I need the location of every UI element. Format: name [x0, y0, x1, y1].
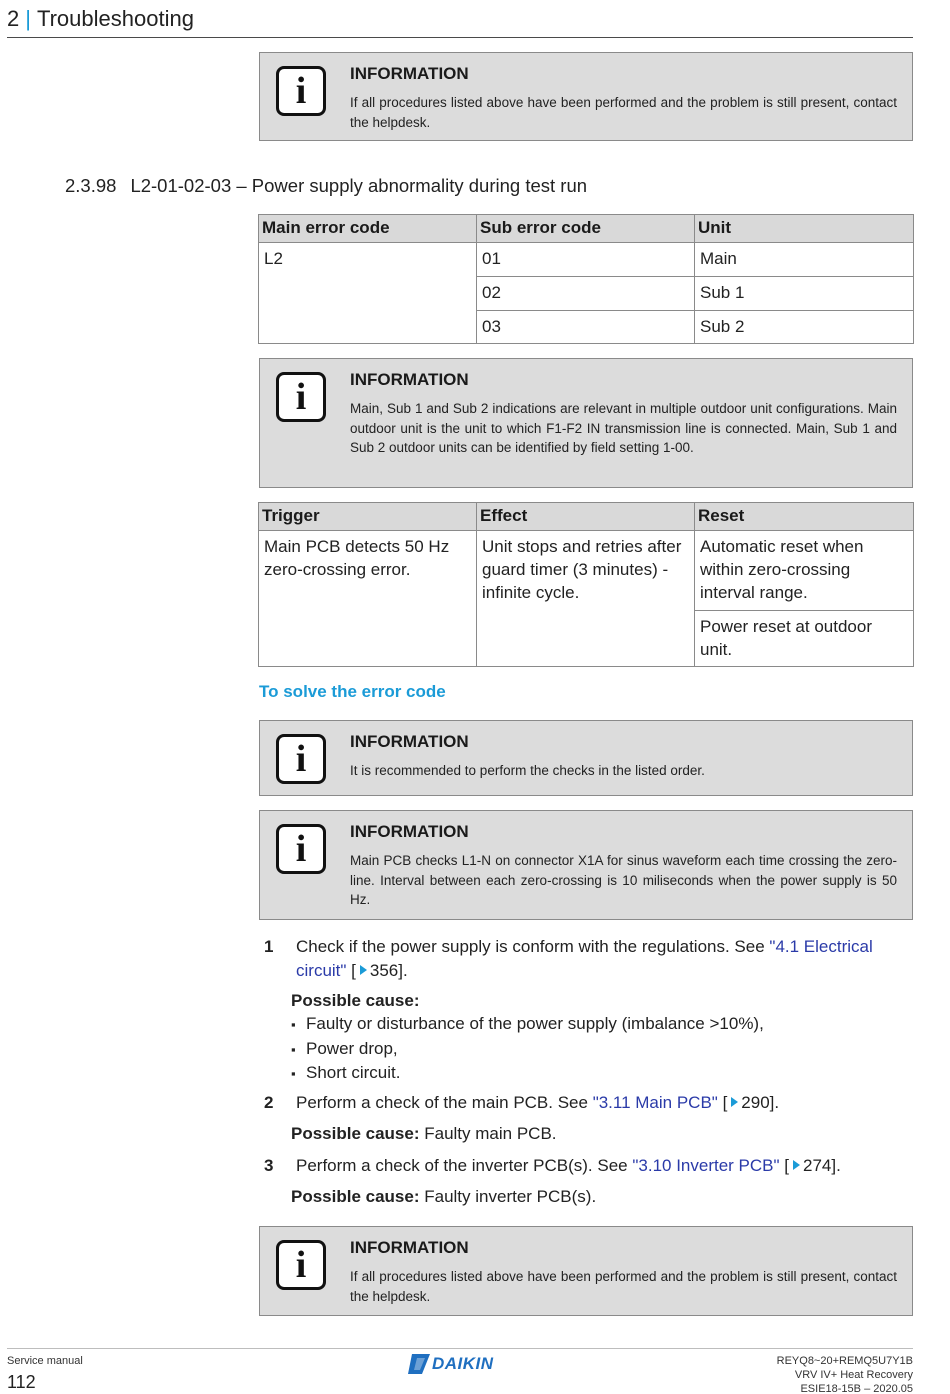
table-header-cell: Main error code	[259, 215, 477, 243]
table-header-cell: Effect	[477, 503, 695, 531]
step-text	[296, 1091, 914, 1115]
sub-error-code-cell: 03	[477, 311, 695, 344]
daikin-logo-icon	[408, 1354, 430, 1374]
info-text: Main PCB checks L1-N on connector X1A for sinus waveform each time crossing the zero-line. Interval between each zero-crossing is 10 miliseconds when the power supply is 50 Hz.	[350, 853, 897, 908]
page-ref-arrow-icon	[731, 1097, 738, 1107]
possible-cause-list	[291, 1012, 764, 1086]
step-number: 3	[264, 1156, 274, 1175]
sub-error-code-cell: 01	[477, 243, 695, 277]
info-box	[259, 52, 913, 141]
unit-cell: Sub 1	[695, 277, 914, 311]
table-header-cell: Unit	[695, 215, 914, 243]
list-item: ▪ Short circuit.	[291, 1061, 764, 1086]
info-text: If all procedures listed above have been performed and the problem is still present, contact the helpdesk.	[350, 1269, 897, 1304]
footer-product: VRV IV+ Heat Recovery	[794, 1369, 913, 1381]
chapter-number: 2	[7, 6, 20, 31]
step-instruction: Perform a check of the inverter PCB(s). See	[296, 1156, 633, 1175]
info-title: INFORMATION	[350, 1238, 469, 1257]
page-header	[7, 6, 913, 38]
possible-cause-label: Possible cause:	[291, 1187, 420, 1206]
possible-cause	[291, 989, 420, 1013]
info-box	[259, 720, 913, 796]
info-title: INFORMATION	[350, 822, 469, 841]
unit-cell: Main	[695, 243, 914, 277]
procedure-step	[264, 1154, 914, 1178]
table-header-cell: Trigger	[259, 503, 477, 531]
table-row	[259, 243, 914, 277]
possible-cause-text: Faulty main PCB.	[419, 1124, 557, 1143]
info-title: INFORMATION	[350, 64, 469, 83]
main-error-code-cell: L2	[259, 243, 477, 344]
brand-name: DAIKIN	[432, 1354, 494, 1373]
footer-doc-info	[777, 1354, 913, 1394]
info-box	[259, 810, 913, 920]
brand-logo	[408, 1353, 494, 1375]
cross-reference-link[interactable]: "4.1 Electrical circuit"	[296, 937, 873, 980]
page-ref-close: ].	[398, 960, 408, 980]
step-number: 2	[264, 1093, 274, 1112]
info-title: INFORMATION	[350, 370, 469, 389]
table-header-cell: Reset	[695, 503, 914, 531]
footer-doc-type: Service manual	[7, 1355, 83, 1367]
cross-reference-link[interactable]: "3.11 Main PCB"	[592, 1093, 718, 1112]
procedure-step	[264, 1091, 914, 1115]
effect-cell: Unit stops and retries after guard timer (3 minutes) - infinite cycle.	[477, 531, 695, 667]
reset-cell: Automatic reset when within zero-crossing interval range.	[695, 531, 914, 611]
possible-cause-label: Possible cause:	[291, 1124, 420, 1143]
section-number: 2.3.98	[65, 175, 117, 196]
section-title	[65, 175, 587, 197]
step-text	[296, 1154, 914, 1178]
info-icon: i	[276, 1240, 326, 1290]
possible-cause	[291, 1122, 557, 1146]
info-icon: i	[276, 372, 326, 422]
page-reference[interactable]: 356	[369, 960, 399, 980]
info-icon: i	[276, 66, 326, 116]
info-text: Main, Sub 1 and Sub 2 indications are relevant in multiple outdoor unit configurations. Main outdoor unit is the unit to which F1-F2 IN transmission line is connected. Main, Sub 1 and Sub 2 outdoor units can be identified by field setting 1-00.	[350, 401, 897, 456]
page-ref-open: [	[779, 1156, 790, 1175]
reset-cell: Power reset at outdoor unit.	[695, 611, 914, 667]
info-icon: i	[276, 734, 326, 784]
info-title: INFORMATION	[350, 732, 469, 751]
step-text	[296, 935, 914, 982]
page-ref-open: [	[717, 1093, 728, 1112]
page-reference[interactable]: 290	[741, 1093, 770, 1112]
page-ref-open: [	[346, 960, 356, 980]
info-text: It is recommended to perform the checks in the listed order.	[350, 763, 705, 778]
cross-reference-link[interactable]: "3.10 Inverter PCB"	[632, 1156, 780, 1175]
possible-cause	[291, 1185, 596, 1209]
procedure-step	[264, 935, 914, 982]
footer-model: REYQ8~20+REMQ5U7Y1B	[776, 1355, 913, 1367]
list-item: ▪ Power drop,	[291, 1037, 764, 1062]
info-text: If all procedures listed above have been performed and the problem is still present, contact the helpdesk.	[350, 95, 897, 130]
sub-error-code-cell: 02	[477, 277, 695, 311]
info-icon: i	[276, 824, 326, 874]
trigger-cell: Main PCB detects 50 Hz zero-crossing error.	[259, 531, 477, 667]
section-heading: L2-01-02-03 – Power supply abnormality during test run	[130, 175, 588, 196]
table-header-row	[259, 503, 914, 531]
step-number: 1	[264, 937, 274, 956]
solve-heading: To solve the error code	[259, 682, 446, 701]
info-box	[259, 358, 913, 488]
list-item: ▪ Faulty or disturbance of the power supply (imbalance >10%),	[291, 1012, 764, 1037]
possible-cause-label: Possible cause:	[291, 991, 420, 1010]
step-instruction: Perform a check of the main PCB. See	[296, 1093, 593, 1112]
page-ref-close: ].	[769, 1093, 780, 1112]
footer-divider	[7, 1348, 913, 1349]
error-code-table	[258, 214, 914, 344]
page-reference[interactable]: 274	[803, 1156, 832, 1175]
trigger-effect-reset-table	[258, 502, 914, 667]
table-row	[259, 531, 914, 611]
step-instruction: Check if the power supply is conform with the regulations. See	[296, 937, 770, 956]
possible-cause-text: Faulty inverter PCB(s).	[419, 1187, 597, 1206]
footer-doc-id: ESIE18-15B – 2020.05	[800, 1383, 913, 1394]
page-ref-close: ].	[831, 1156, 841, 1175]
chapter-title: Troubleshooting	[36, 6, 194, 31]
page-ref-arrow-icon	[360, 965, 367, 975]
table-header-row	[259, 215, 914, 243]
header-separator: |	[25, 6, 31, 31]
page-number: 112	[7, 1372, 36, 1392]
page-ref-arrow-icon	[793, 1160, 800, 1170]
unit-cell: Sub 2	[695, 311, 914, 344]
table-header-cell: Sub error code	[477, 215, 695, 243]
info-box	[259, 1226, 913, 1316]
